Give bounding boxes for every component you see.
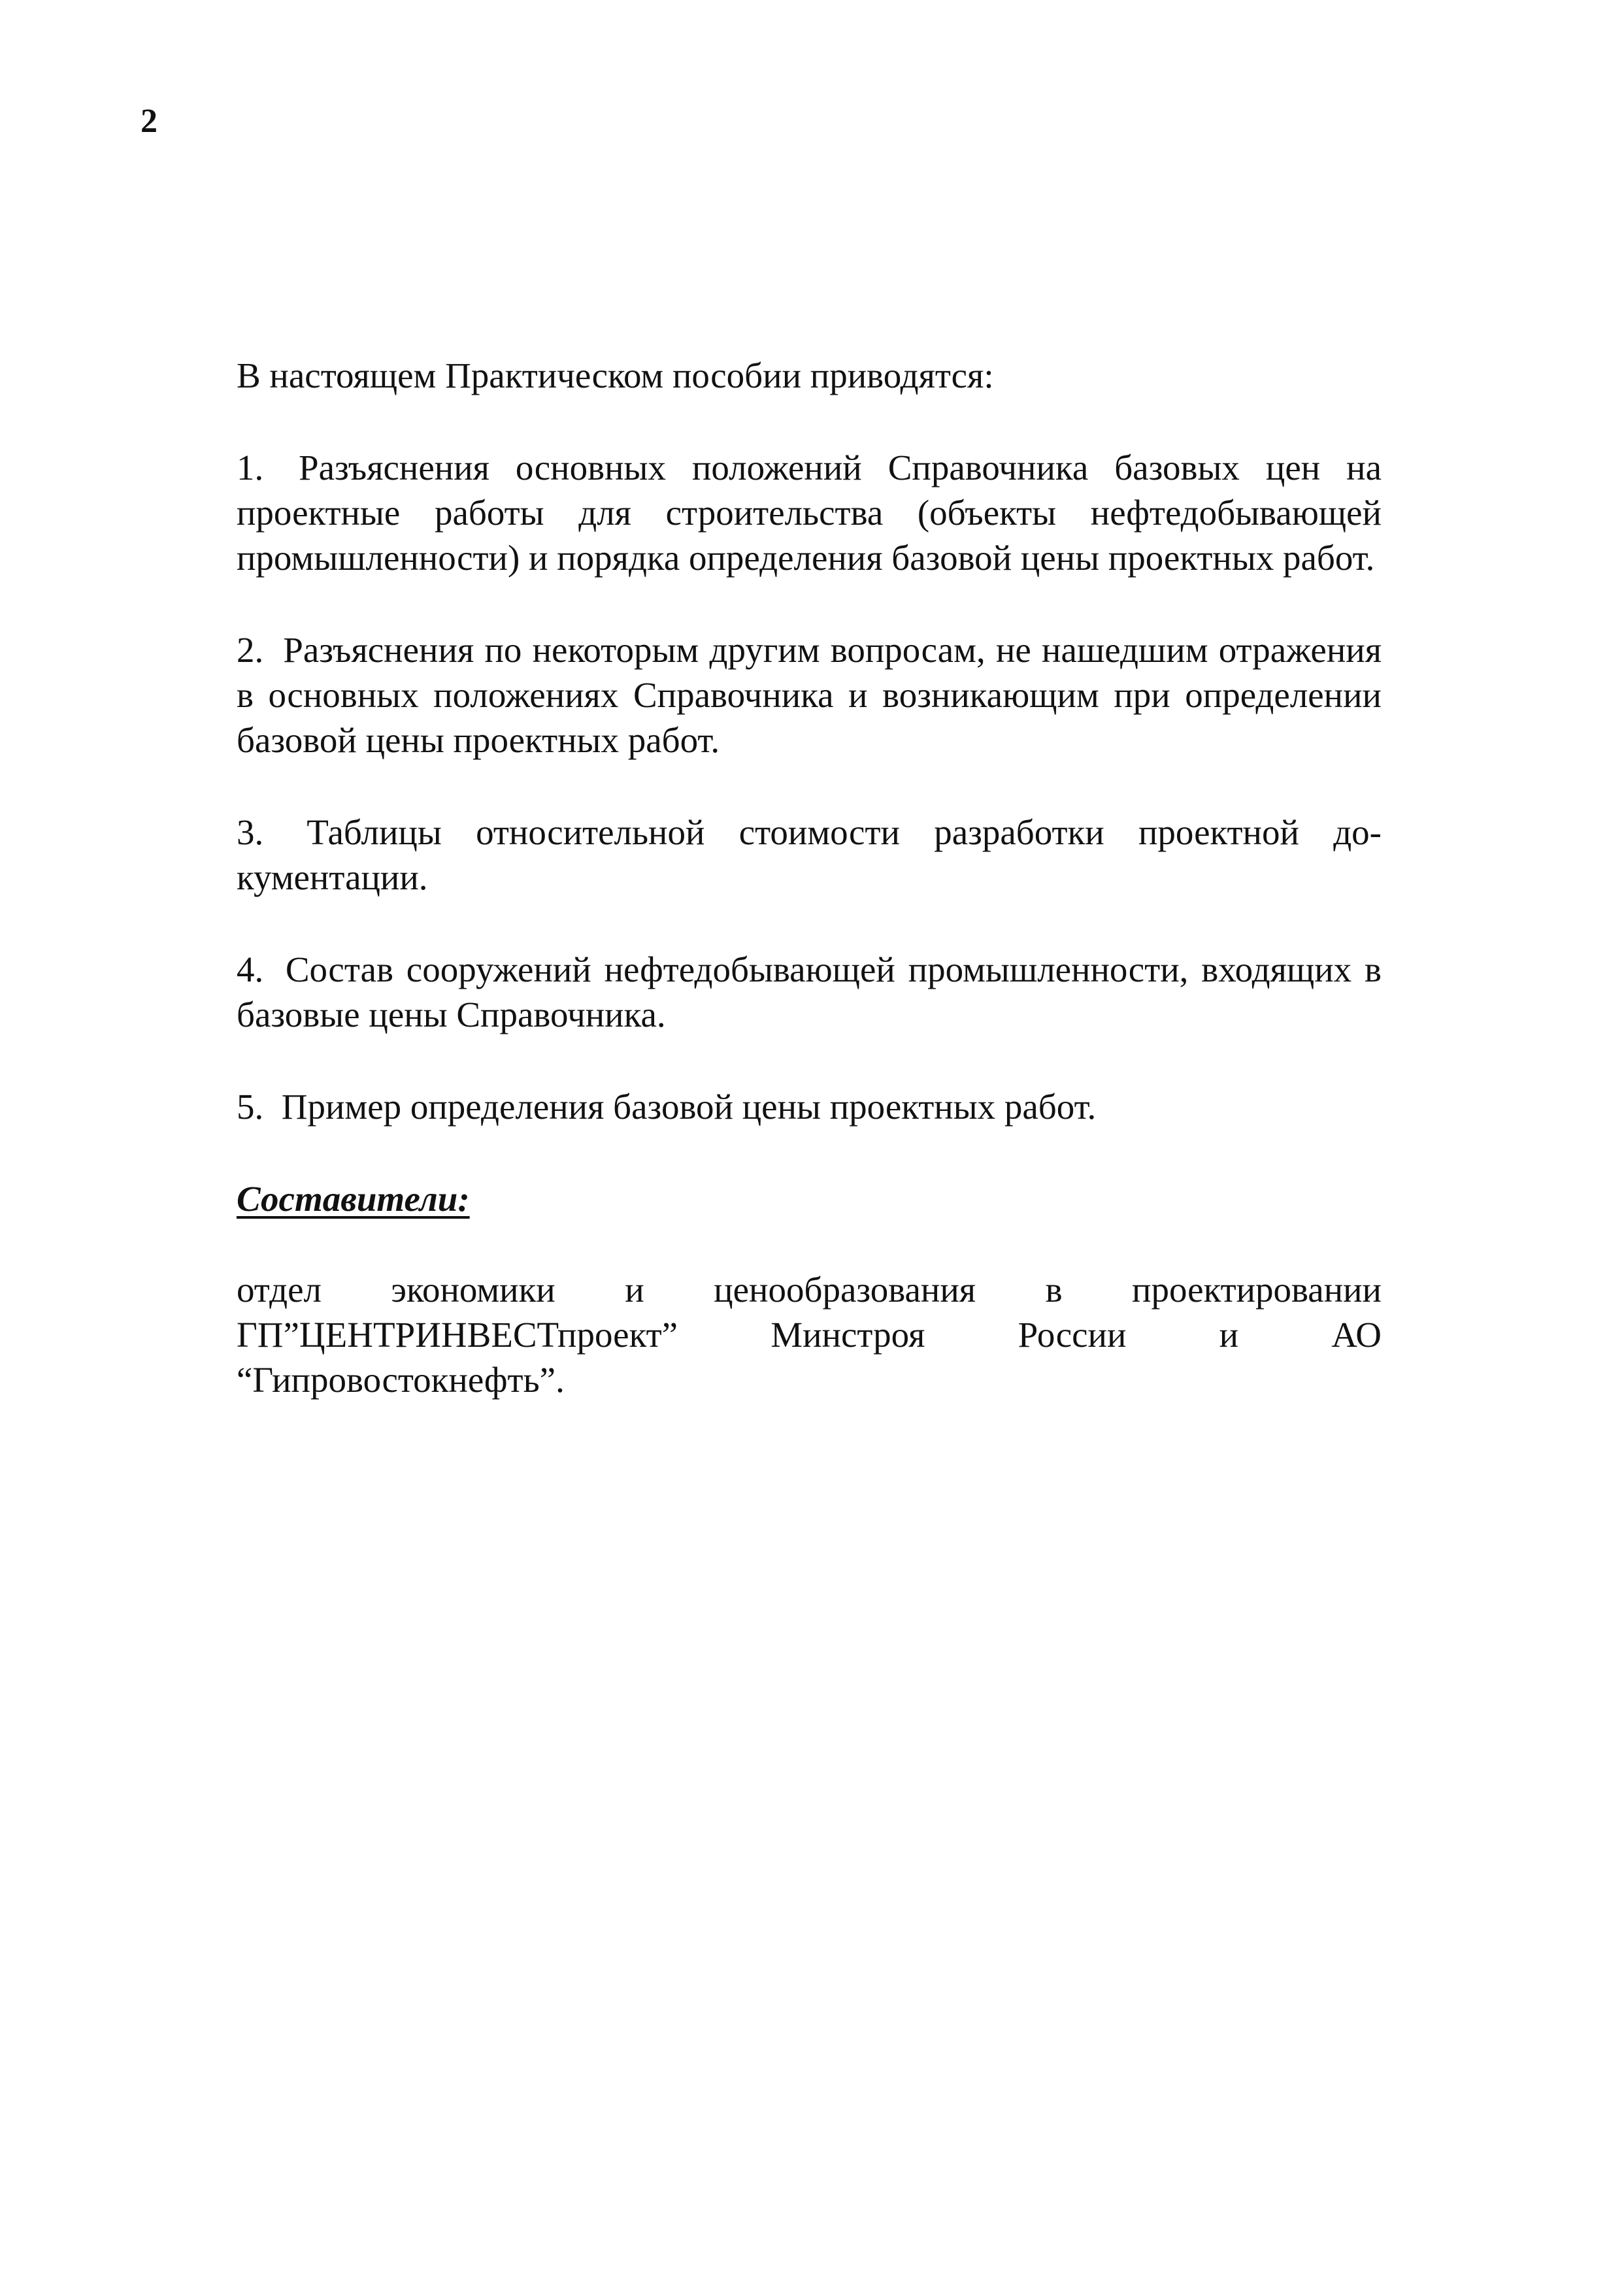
authors-heading: Составители:: [237, 1179, 470, 1219]
page-number: 2: [141, 103, 157, 140]
list-item-text: Таблицы относительной стоимости разработки проектной документации.: [237, 812, 1382, 897]
intro-paragraph: В настоящем Практическом пособии приводятся:: [237, 355, 994, 395]
list-item-number: 4.: [237, 949, 264, 989]
list-item: [237, 810, 1382, 900]
list-item-text: Состав сооружений нефтедобывающей промышленности, входящих в базовые цены Справочника.: [237, 949, 1382, 1034]
document-body: [237, 353, 1382, 1402]
list-item: [237, 445, 1382, 580]
list-item-text: Разъяснения по некоторым другим вопросам, не нашедшим отражения в основных положениях Справочника и возникающим при определении базовой цены проектных работ.: [237, 630, 1382, 760]
list-item-number: 2.: [237, 630, 264, 670]
authors-text: [237, 1267, 1382, 1402]
list-item-number: 5.: [237, 1087, 264, 1127]
list-item-number: 3.: [237, 812, 264, 852]
list-item: [237, 1084, 1382, 1129]
list-item-text: Пример определения базовой цены проектных работ.: [281, 1087, 1097, 1127]
authors-line: отдел экономики и ценообразования в проектировании: [237, 1270, 1382, 1310]
list-item-number: 1.: [237, 448, 264, 487]
list-item: [237, 947, 1382, 1037]
authors-line: ГП”ЦЕНТРИНВЕСТпроект” Минстроя России и АО: [237, 1315, 1382, 1355]
authors-line: “Гипровостокнефть”.: [237, 1360, 565, 1400]
list-item-text: Разъяснения основных положений Справочника базовых цен на проектные работы для строительства (объекты нефтедобывающей промышленности) и порядка определения базовой цены проектных работ.: [237, 448, 1382, 578]
list-item: [237, 627, 1382, 763]
